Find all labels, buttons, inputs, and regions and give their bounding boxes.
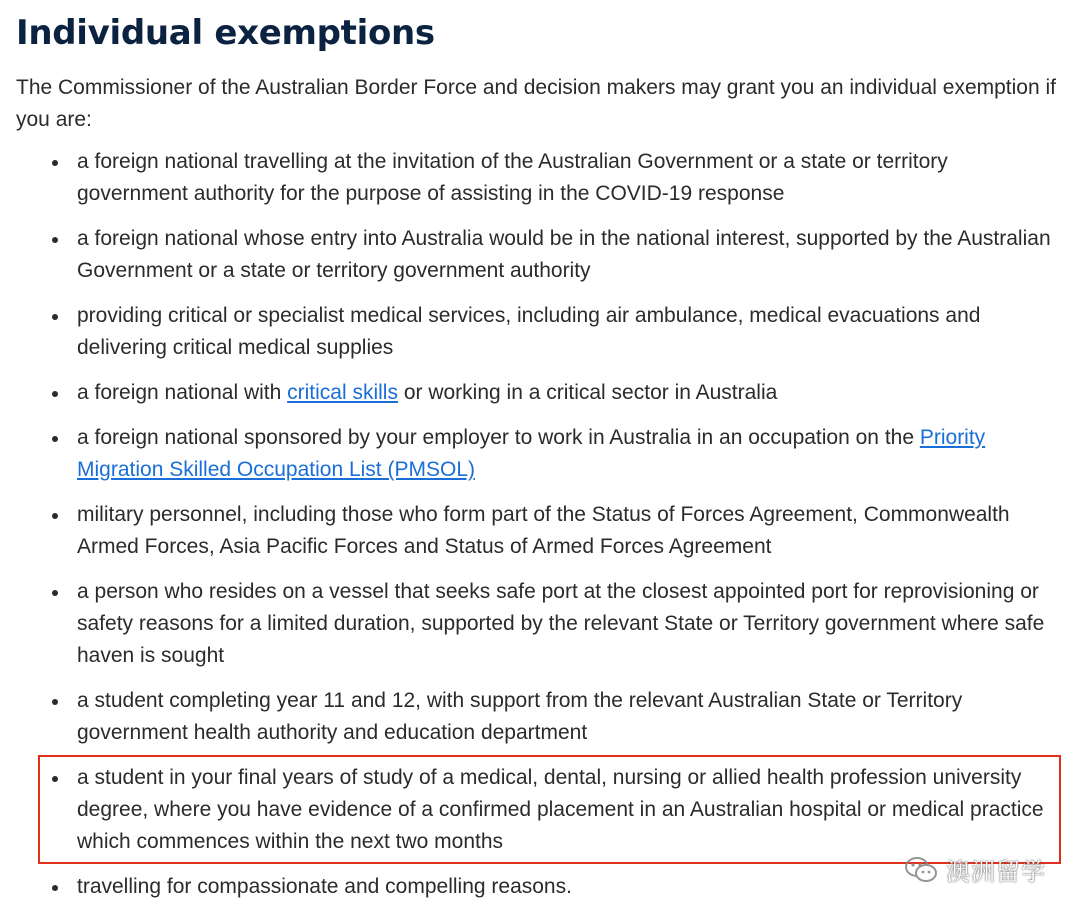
watermark-text: 澳洲留学 (946, 858, 1046, 886)
critical-skills-link[interactable]: critical skills (287, 381, 398, 404)
list-item-text: a student in your final years of study of a medical, dental, nursing or allied health profession university degree, where you have evidence of a confirmed placement in an Australian hospital or medical practice which commences within the next two months (77, 766, 1044, 853)
bullet-icon (52, 314, 58, 320)
list-item-text-before: a foreign national with (77, 381, 288, 404)
bullet-icon (52, 776, 58, 782)
bullet-icon (52, 436, 58, 442)
bullet-icon (52, 885, 58, 891)
bullet-icon (52, 590, 58, 596)
list-item-text-before: a foreign national sponsored by your employer to work in Australia in an occupation on the (77, 426, 920, 449)
watermark (904, 852, 1046, 887)
list-item (16, 223, 1061, 287)
intro-paragraph: The Commissioner of the Australian Border Force and decision makers may grant you an individual exemption if you are: (16, 76, 1057, 131)
list-item-text-after: or working in a critical sector in Australia (397, 381, 778, 404)
bullet-icon (52, 513, 58, 519)
list-item (16, 499, 1061, 563)
list-item-text: providing critical or specialist medical services, including air ambulance, medical evacuations and delivering critical medical supplies (77, 304, 981, 359)
list-item (16, 576, 1061, 672)
list-item-text: travelling for compassionate and compelling reasons. (77, 875, 572, 898)
pmsol-link[interactable]: Priority Migration Skilled Occupation List (PMSOL) (77, 426, 986, 481)
list-item-text: a student completing year 11 and 12, with support from the relevant Australian State or Territory government health authority and education department (77, 689, 963, 744)
list-item (16, 685, 1061, 749)
list-item (16, 146, 1061, 210)
list-item (16, 300, 1061, 364)
wechat-icon (904, 855, 938, 885)
list-item (16, 422, 1061, 486)
main-content (16, 10, 1061, 916)
list-item-text: military personnel, including those who form part of the Status of Forces Agreement, Commonwealth Armed Forces, Asia Pacific Forces and Status of Armed Forces Agreement (77, 503, 1010, 558)
exemption-list (16, 146, 1061, 903)
list-item-text: a foreign national whose entry into Australia would be in the national interest, supported by the Australian Government or a state or territory government authority (77, 227, 1051, 282)
bullet-icon (52, 237, 58, 243)
bullet-icon (52, 160, 58, 166)
list-item-highlighted (16, 762, 1061, 858)
list-item (16, 377, 1061, 409)
page-title: Individual exemptions (16, 13, 435, 53)
list-item-text: a person who resides on a vessel that seeks safe port at the closest appointed port for reprovisioning or safety reasons for a limited duration, supported by the relevant State or Territory government where safe haven is sought (77, 580, 1045, 667)
bullet-icon (52, 391, 58, 397)
list-item-text: a foreign national travelling at the invitation of the Australian Government or a state or territory government authority for the purpose of assisting in the COVID-19 response (77, 150, 948, 205)
bullet-icon (52, 699, 58, 705)
